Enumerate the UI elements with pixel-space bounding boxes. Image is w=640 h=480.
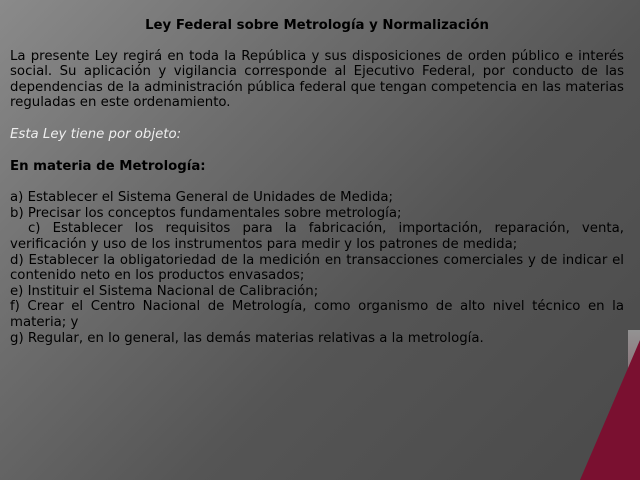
slide-title: Ley Federal sobre Metrología y Normalización: [145, 18, 489, 33]
section-heading: En materia de Metrología:: [10, 158, 206, 174]
list-item: a) Establecer el Sistema General de Unidades de Medida;: [10, 190, 394, 206]
list-item: c) Establecer los requisitos para la fabricación, importación, reparación, venta, verificación y uso de los instrumentos para medir y los patrones de medida;: [10, 221, 624, 252]
list-item: f) Crear el Centro Nacional de Metrología, como organismo de alto nivel técnico en la materia; y: [10, 299, 624, 330]
objective-text: Esta Ley tiene por objeto:: [10, 126, 182, 142]
list-item: e) Instituir el Sistema Nacional de Calibración;: [10, 283, 319, 299]
intro-paragraph: La presente Ley regirá en toda la República y sus disposiciones de orden público e interés social. Su aplicación y vigilancia corresponde al Ejecutivo Federal, por conducto de las dependencias de la administración pública federal que tengan competencia en las materias reguladas en este ordenamiento.: [10, 48, 624, 111]
list-item: b) Precisar los conceptos fundamentales sobre metrología;: [10, 205, 402, 221]
list-item: g) Regular, en lo general, las demás materias relativas a la metrología.: [10, 330, 484, 346]
list-item: d) Establecer la obligatoriedad de la medición en transacciones comerciales y de indicar el contenido neto en los productos envasados;: [10, 252, 624, 284]
slide-content: [10, 18, 624, 346]
accent-corner-shape: [580, 340, 640, 480]
